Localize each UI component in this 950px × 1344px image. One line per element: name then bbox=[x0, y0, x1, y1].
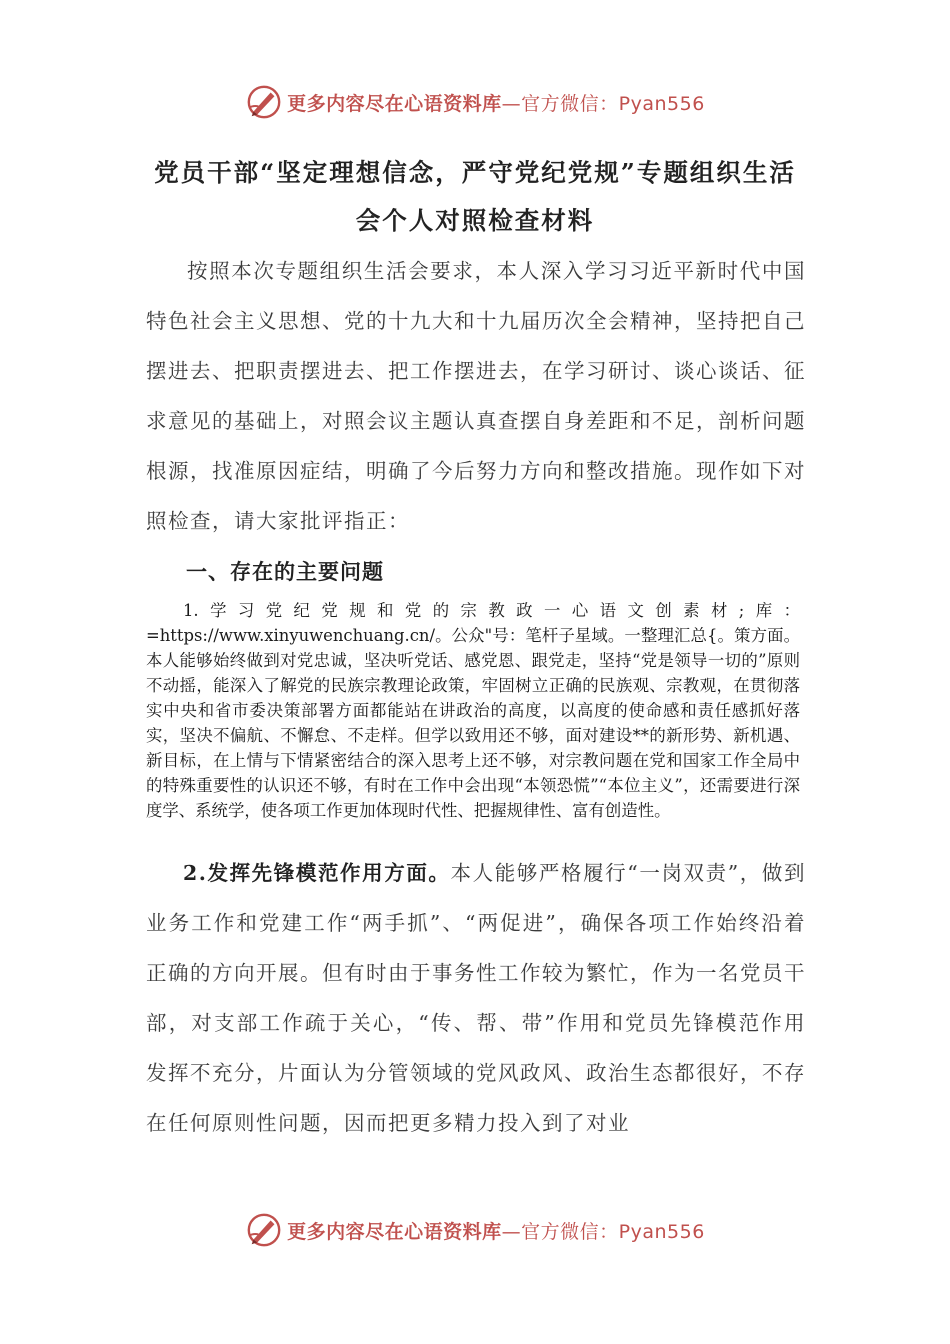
watermark-banner-top bbox=[0, 80, 950, 124]
watermark-text: 更多内容尽在心语资料库—官方微信：Pyan556 bbox=[287, 1220, 705, 1243]
watermark-text: 更多内容尽在心语资料库—官方微信：Pyan556 bbox=[287, 92, 705, 115]
item1-paragraph: 1.学习党纪党规和党的宗教政一心语文创素材;库：=https://www.xinyuwenchuang.cn/。公众"号：笔杆子星域。一整理汇总{。策方面。本人能够始终做到对党忠诚，坚决听党话、感党恩、跟党走，坚持“党是领导一切的”原则不动摇，能深入了解党的民族宗教理论政策，牢固树立正确的民族观、宗教观，在贯彻落实中央和省市委决策部署方面都能站在讲政治的高度，以高度的使命感和责任感抓好落实，坚决不偏航、不懈怠、不走样。但学以致用还不够，面对建设**的新形势、新机遇、新目标，在上情与下情紧密结合的深入思考上还不够，对宗教问题在党和国家工作全局中的特殊重要性的认识还不够，有时在工作中会出现“本领恐慌”“本位主义”，还需要进行深度学、系统学，使各项工作更加体现时代性、把握规律性、富有创造性。 bbox=[146, 601, 800, 820]
pen-logo-icon bbox=[245, 1211, 283, 1249]
intro-paragraph: 按照本次专题组织生活会要求，本人深入学习习近平新时代中国特色社会主义思想、党的十九大和十九届历次全会精神，坚持把自己摆进去、把职责摆进去、把工作摆进去，在学习研讨、谈心谈话、征求意见的基础上，对照会议主题认真查摆自身差距和不足，剖析问题根源，找准原因症结，明确了今后努力方向和整改措施。现作如下对照检查，请大家批评指正： bbox=[146, 259, 806, 533]
pen-logo-icon bbox=[245, 83, 283, 121]
item2-lead: 2.发挥先锋模范作用方面。 bbox=[183, 861, 451, 885]
document-title-line1: 党员干部“坚定理想信念，严守党纪党规”专题组织生活 bbox=[154, 158, 796, 187]
document-title-line2: 会个人对照检查材料 bbox=[355, 206, 595, 235]
section-heading: 一、存在的主要问题 bbox=[186, 559, 384, 584]
item2-body: 本人能够严格履行“一岗双责”，做到业务工作和党建工作“两手抓”、“两促进”，确保各项工作始终沿着正确的方向开展。但有时由于事务性工作较为繁忙，作为一名党员干部，对支部工作疏于关心，“传、帮、带”作用和党员先锋模范作用发挥不充分，片面认为分管领域的党风政风、政治生态都很好，不存在任何原则性问题，因而把更多精力投入到了对业 bbox=[146, 861, 806, 1135]
watermark-banner-bottom bbox=[0, 1208, 950, 1252]
item2-paragraph bbox=[146, 848, 806, 1148]
